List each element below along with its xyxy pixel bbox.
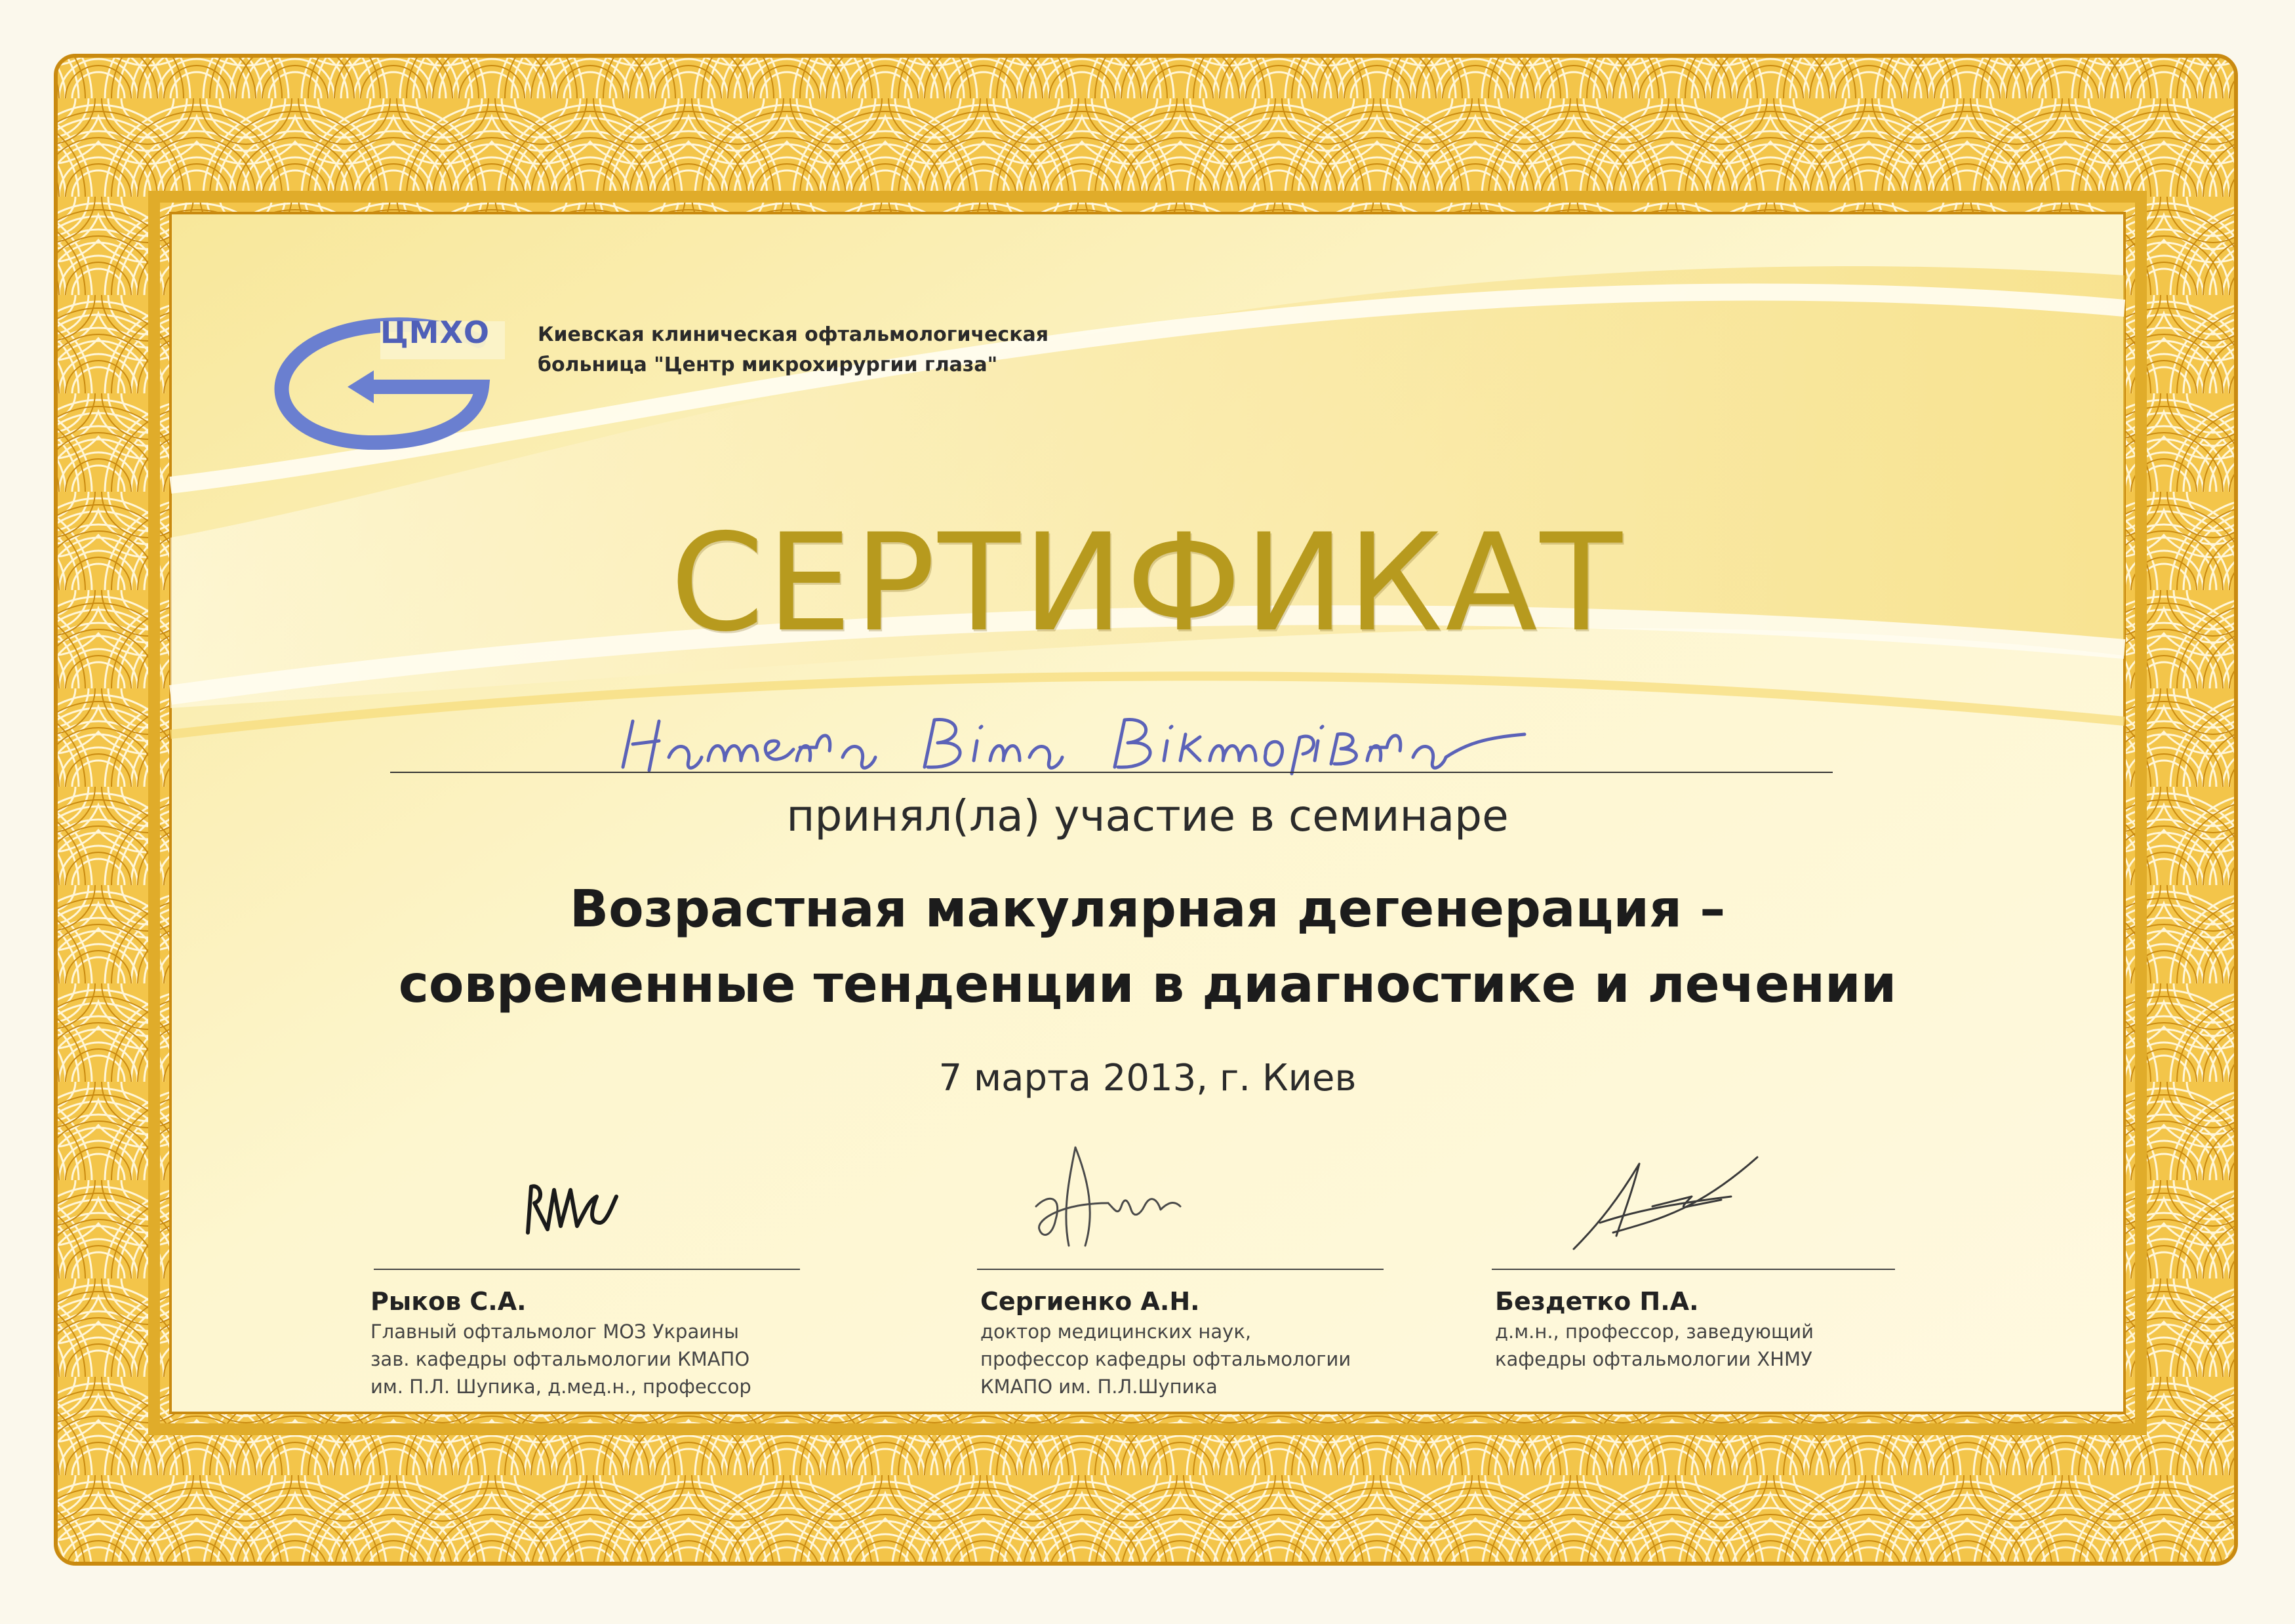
signature-sergienko <box>1023 1141 1233 1265</box>
signature-line-rykov <box>374 1269 800 1270</box>
signatory-title-line: Главный офтальмолог МОЗ Украины <box>370 1320 739 1343</box>
signatory-name: Рыков С.А. <box>370 1287 527 1316</box>
date-place: 7 марта 2013, г. Киев <box>938 1057 1357 1099</box>
signatory-title <box>370 1318 751 1400</box>
seminar-title-line1: Возрастная макулярная дегенерация – <box>569 880 1726 939</box>
signature-line-sergienko <box>977 1269 1384 1270</box>
recipient-name-line <box>390 772 1833 773</box>
seminar-title <box>0 872 2295 1023</box>
signature-line-bezdetko <box>1492 1269 1895 1270</box>
signatory-name: Сергиенко А.Н. <box>980 1287 1200 1316</box>
signatory-title <box>1495 1318 1814 1373</box>
recipient-handwritten-name <box>610 708 1541 780</box>
signatory-sergienko <box>980 1285 1351 1400</box>
participation-text: принял(ла) участие в семинаре <box>786 791 1509 841</box>
certificate-title: СЕРТИФИКАТ <box>670 505 1625 662</box>
signatory-rykov <box>370 1285 751 1400</box>
signatory-title-line: доктор медицинских наук, <box>980 1320 1252 1343</box>
signatory-title-line: д.м.н., профессор, заведующий <box>1495 1320 1814 1343</box>
signatory-title-line: им. П.Л. Шупика, д.мед.н., профессор <box>370 1376 751 1398</box>
seminar-title-line2: современные тенденции в диагностике и лечении <box>398 955 1897 1014</box>
signatory-title-line: профессор кафедры офтальмологии <box>980 1348 1351 1370</box>
signatory-name: Бездетко П.А. <box>1495 1287 1699 1316</box>
logo-text: ЦМХО <box>380 315 490 350</box>
organization-name-line1: Киевская клиническая офтальмологическая <box>538 323 1049 346</box>
signatory-title <box>980 1318 1351 1400</box>
signature-bezdetko <box>1561 1144 1770 1262</box>
signatory-title-line: КМАПО им. П.Л.Шупика <box>980 1376 1218 1398</box>
signature-rykov <box>518 1167 643 1246</box>
organization-name-line2: больница "Центр микрохирургии глаза" <box>538 353 998 376</box>
signatory-title-line: кафедры офтальмологии ХНМУ <box>1495 1348 1812 1370</box>
signatory-title-line: зав. кафедры офтальмологии КМАПО <box>370 1348 750 1370</box>
signatory-bezdetko <box>1495 1285 1814 1373</box>
organization-name <box>538 320 1048 380</box>
